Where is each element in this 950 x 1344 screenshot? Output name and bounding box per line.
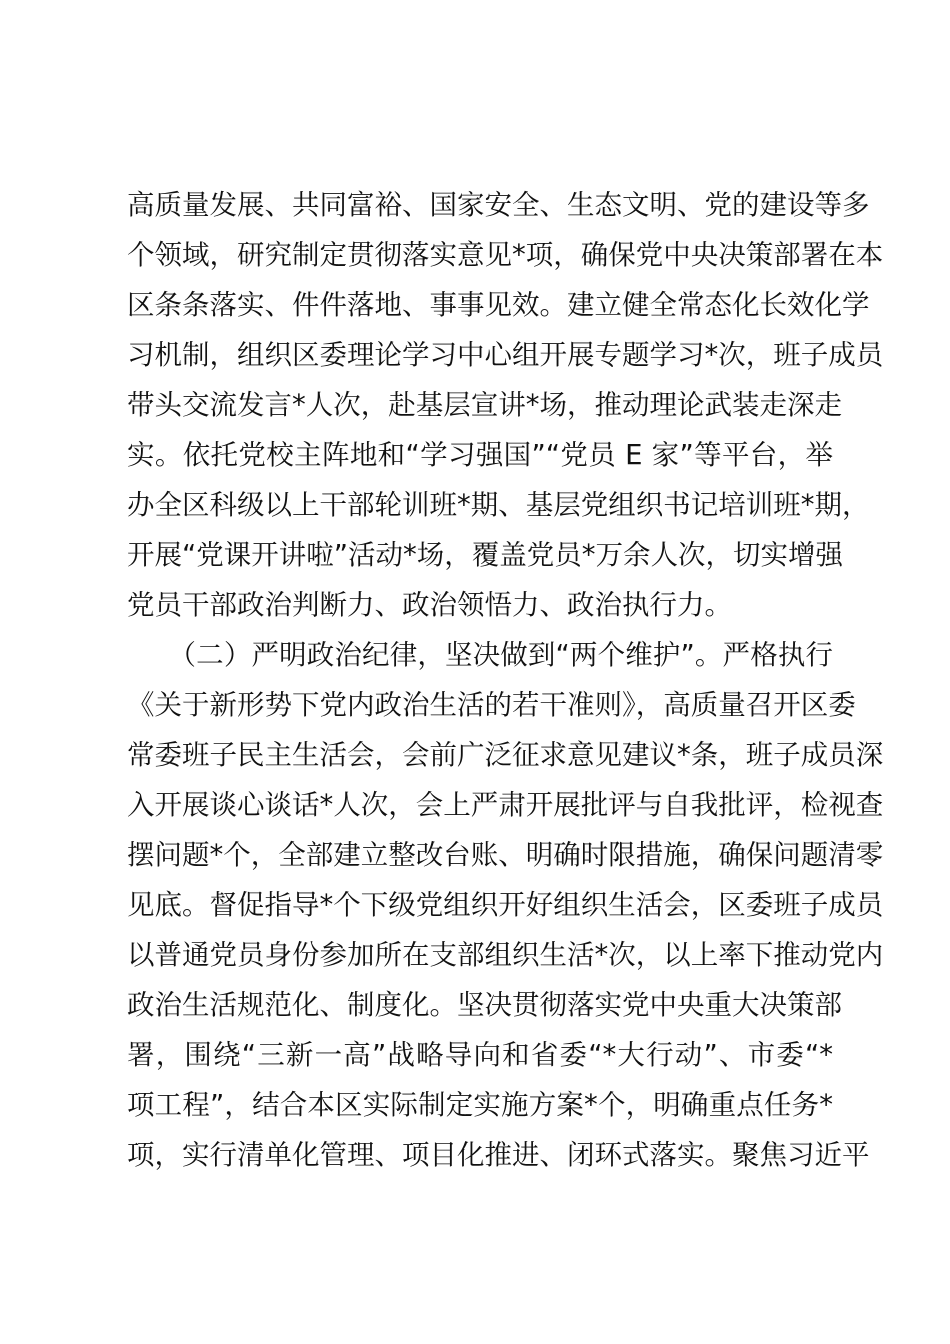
paragraph-line: 带头交流发言*人次，赴基层宣讲*场，推动理论武装走深走	[127, 389, 842, 421]
paragraph-line: 高质量发展、共同富裕、国家安全、生态文明、党的建设等多	[127, 189, 870, 221]
section-heading-line: （二）严明政治纪律，坚决做到“两个维护”。严格执行	[127, 639, 833, 671]
paragraph-line: 以普通党员身份参加所在支部组织生活*次，以上率下推动党内	[127, 939, 884, 971]
paragraph-line: 个领域，研究制定贯彻落实意见*项，确保党中央决策部署在本	[127, 239, 884, 271]
paragraph-line: 政治生活规范化、制度化。坚决贯彻落实党中央重大决策部	[127, 989, 842, 1021]
paragraph-line: 办全区科级以上干部轮训班*期、基层党组织书记培训班*期，	[127, 489, 870, 521]
paragraph-line: 项，实行清单化管理、项目化推进、闭环式落实。聚焦习近平	[127, 1139, 870, 1171]
paragraph-line: 署，围绕“三新一高”战略导向和省委“*大行动”、市委“*	[127, 1039, 833, 1071]
paragraph-line: 开展“党课开讲啦”活动*场，覆盖党员*万余人次，切实增强	[127, 539, 843, 571]
paragraph-line: 《关于新形势下党内政治生活的若干准则》，高质量召开区委	[127, 689, 856, 721]
paragraph-line: 入开展谈心谈话*人次，会上严肃开展批评与自我批评，检视查	[127, 789, 884, 821]
paragraph-line: 见底。督促指导*个下级党组织开好组织生活会，区委班子成员	[127, 889, 884, 921]
paragraph-line: 区条条落实、件件落地、事事见效。建立健全常态化长效化学	[127, 289, 870, 321]
paragraph-line: 实。依托党校主阵地和“学习强国”“党员 E 家”等平台，举	[127, 439, 833, 471]
paragraph-line: 项工程”，结合本区实际制定实施方案*个，明确重点任务*	[127, 1089, 833, 1121]
paragraph-line: 常委班子民主生活会，会前广泛征求意见建议*条，班子成员深	[127, 739, 884, 771]
document-body	[127, 182, 884, 1182]
paragraph-line: 摆问题*个，全部建立整改台账、明确时限措施，确保问题清零	[127, 839, 884, 871]
paragraph-line: 党员干部政治判断力、政治领悟力、政治执行力。	[127, 589, 732, 621]
paragraph-line: 习机制，组织区委理论学习中心组开展专题学习*次，班子成员	[127, 339, 884, 371]
